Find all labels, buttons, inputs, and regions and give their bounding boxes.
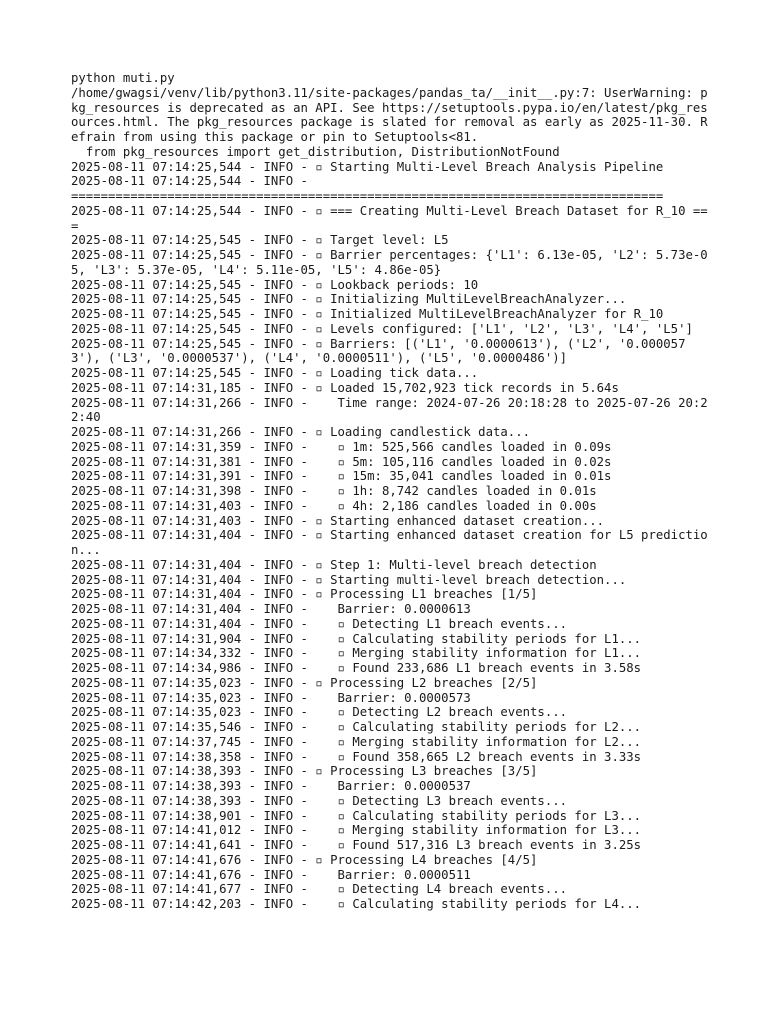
log-line: 2025-08-11 07:14:41,676 - INFO - ▫ Processing L4 breaches [4/5]	[71, 852, 538, 867]
log-line: 2025-08-11 07:14:25,545 - INFO - ▫ Barriers: [('L1', '0.0000613'), ('L2', '0.0000573'), ('L3', '0.0000537'), ('L4', '0.0000511'), ('L5', '0.0000486')]	[71, 336, 686, 366]
log-line: 2025-08-11 07:14:38,393 - INFO - ▫ Detecting L3 breach events...	[71, 793, 568, 808]
log-line: 2025-08-11 07:14:35,546 - INFO - ▫ Calculating stability periods for L2...	[71, 720, 642, 734]
log-line: 2025-08-11 07:14:31,266 - INFO - Time range: 2024-07-26 20:18:28 to 2025-07-26 20:22:40	[71, 395, 708, 425]
log-line: 2025-08-11 07:14:25,545 - INFO - ▫ Target level: L5	[71, 233, 449, 248]
log-line: 2025-08-11 07:14:31,404 - INFO - ▫ Step 1: Multi-level breach detection	[71, 557, 597, 572]
log-line: 2025-08-11 07:14:38,393 - INFO - Barrier: 0.0000537	[71, 779, 471, 793]
separator-line: ================================================================================	[71, 189, 664, 203]
log-line: 2025-08-11 07:14:35,023 - INFO - Barrier: 0.0000573	[71, 690, 471, 705]
log-line: 2025-08-11 07:14:31,403 - INFO - ▫ 4h: 2,186 candles loaded in 0.00s	[71, 498, 597, 513]
terminal-output	[71, 71, 711, 912]
log-line: 2025-08-11 07:14:37,745 - INFO - ▫ Merging stability information for L2...	[71, 734, 642, 749]
log-line: 2025-08-11 07:14:25,544 - INFO - ▫ Starting Multi-Level Breach Analysis Pipeline	[71, 159, 664, 174]
log-line: 2025-08-11 07:14:34,332 - INFO - ▫ Merging stability information for L1...	[71, 646, 642, 661]
log-line: 2025-08-11 07:14:34,986 - INFO - ▫ Found 233,686 L1 breach events in 3.58s	[71, 661, 642, 675]
log-line: 2025-08-11 07:14:31,391 - INFO - ▫ 15m: 35,041 candles loaded in 0.01s	[71, 469, 612, 484]
log-line: 2025-08-11 07:14:25,545 - INFO - ▫ Initialized MultiLevelBreachAnalyzer for R_10	[71, 307, 664, 321]
log-line: 2025-08-11 07:14:25,545 - INFO - ▫ Levels configured: ['L1', 'L2', 'L3', 'L4', 'L5']	[71, 321, 693, 336]
log-line: 2025-08-11 07:14:42,203 - INFO - ▫ Calculating stability periods for L4...	[71, 897, 642, 911]
log-line: 2025-08-11 07:14:25,545 - INFO - ▫ Initializing MultiLevelBreachAnalyzer...	[71, 292, 627, 307]
log-line: 2025-08-11 07:14:31,904 - INFO - ▫ Calculating stability periods for L1...	[71, 631, 642, 646]
log-line: 2025-08-11 07:14:31,404 - INFO - ▫ Processing L1 breaches [1/5]	[71, 587, 538, 602]
log-line: 2025-08-11 07:14:38,393 - INFO - ▫ Processing L3 breaches [3/5]	[71, 764, 538, 779]
log-line: 2025-08-11 07:14:35,023 - INFO - ▫ Detecting L2 breach events...	[71, 705, 568, 720]
log-line: 2025-08-11 07:14:25,544 - INFO -	[71, 174, 316, 189]
log-line: 2025-08-11 07:14:31,359 - INFO - ▫ 1m: 525,566 candles loaded in 0.09s	[71, 439, 612, 454]
log-line: 2025-08-11 07:14:25,545 - INFO - ▫ Loading tick data...	[71, 366, 479, 380]
log-line: 2025-08-11 07:14:31,404 - INFO - ▫ Starting enhanced dataset creation for L5 prediction...	[71, 528, 708, 557]
log-line: 2025-08-11 07:14:41,012 - INFO - ▫ Merging stability information for L3...	[71, 823, 642, 838]
log-line: 2025-08-11 07:14:41,677 - INFO - ▫ Detecting L4 breach events...	[71, 882, 568, 897]
log-line: 2025-08-11 07:14:25,545 - INFO - ▫ Barrier percentages: {'L1': 6.13e-05, 'L2': 5.73e-05, 'L3': 5.37e-05, 'L4': 5.11e-05, 'L5': 4.86e-05}	[71, 248, 708, 277]
warning-line: from pkg_resources import get_distribution, DistributionNotFound	[71, 144, 560, 159]
log-line: 2025-08-11 07:14:25,544 - INFO - ▫ === Creating Multi-Level Breach Dataset for R_10 ===	[71, 203, 708, 233]
log-line: 2025-08-11 07:14:31,381 - INFO - ▫ 5m: 105,116 candles loaded in 0.02s	[71, 454, 612, 469]
log-line: 2025-08-11 07:14:31,404 - INFO - ▫ Starting multi-level breach detection...	[71, 572, 627, 587]
warning-line: /home/gwagsi/venv/lib/python3.11/site-packages/pandas_ta/__init__.py:7: UserWarning: pkg_resources is deprecated as an API. See https://setuptools.pypa.io/en/latest/pkg_resources.html. The pkg_resources package is slated for removal as early as 2025-11-30. Refrain from using this package or pin to Setuptools<81.	[71, 85, 708, 144]
log-line: 2025-08-11 07:14:31,403 - INFO - ▫ Starting enhanced dataset creation...	[71, 513, 605, 528]
log-line: 2025-08-11 07:14:31,266 - INFO - ▫ Loading candlestick data...	[71, 425, 531, 439]
log-line: 2025-08-11 07:14:31,404 - INFO - Barrier: 0.0000613	[71, 602, 471, 616]
log-line: 2025-08-11 07:14:31,398 - INFO - ▫ 1h: 8,742 candles loaded in 0.01s	[71, 484, 597, 498]
log-line: 2025-08-11 07:14:31,404 - INFO - ▫ Detecting L1 breach events...	[71, 616, 568, 631]
log-line: 2025-08-11 07:14:35,023 - INFO - ▫ Processing L2 breaches [2/5]	[71, 675, 538, 690]
log-line: 2025-08-11 07:14:41,676 - INFO - Barrier: 0.0000511	[71, 867, 471, 882]
log-line: 2025-08-11 07:14:31,185 - INFO - ▫ Loaded 15,702,923 tick records in 5.64s	[71, 380, 619, 395]
log-line: 2025-08-11 07:14:41,641 - INFO - ▫ Found 517,316 L3 breach events in 3.25s	[71, 838, 642, 852]
command-line: python muti.py	[71, 71, 175, 85]
log-line: 2025-08-11 07:14:25,545 - INFO - ▫ Lookback periods: 10	[71, 277, 479, 292]
log-line: 2025-08-11 07:14:38,358 - INFO - ▫ Found 358,665 L2 breach events in 3.33s	[71, 749, 642, 764]
log-line: 2025-08-11 07:14:38,901 - INFO - ▫ Calculating stability periods for L3...	[71, 808, 642, 823]
